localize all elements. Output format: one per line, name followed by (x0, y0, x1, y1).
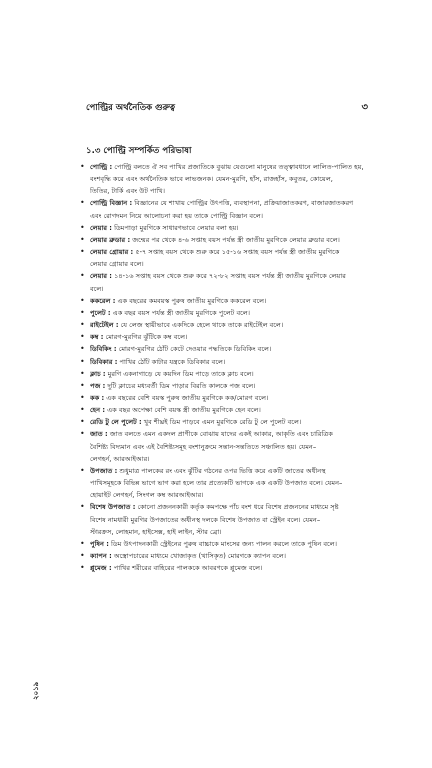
definition-line (90, 526, 380, 538)
bullet-icon: • (80, 222, 85, 232)
definition-text: পাখির ঠোঁট কাটার যন্ত্রকে ডিবিকার বলে। (119, 357, 226, 366)
definition-line (90, 441, 380, 453)
list-item (80, 356, 380, 368)
definition-line (90, 246, 380, 258)
definition-line (90, 453, 380, 465)
term-label: লেয়ার : (90, 272, 112, 281)
list-item (80, 307, 380, 319)
definition-text: লেয়ার গ্রোয়ার বলে। (90, 260, 144, 269)
list-item (80, 416, 380, 428)
definition-text: জন্মের পর থেকে ৪-৬ সপ্তাহ বয়স পর্যন্ত স্ত্রী জাতীয় মুরগিকে লেয়ার ব্রুডার বলে। (132, 235, 340, 244)
bullet-icon: • (80, 247, 85, 257)
side-margin-number: ২০১৯ (32, 681, 40, 700)
definition-line (90, 356, 380, 368)
section-title: ১.৩ পোল্ট্রি সম্পর্কিত পরিভাষা (86, 146, 192, 156)
term-label: পোল্ট্রি : (90, 163, 113, 171)
list-item (80, 222, 380, 234)
term-label: রেডি টু লে পুলেট : (90, 418, 142, 427)
bullet-icon: • (80, 356, 85, 366)
list-item (80, 501, 380, 537)
definition-line (90, 514, 380, 526)
bullet-icon: • (80, 344, 85, 354)
definition-line (90, 185, 380, 197)
list-item (80, 392, 380, 404)
list-item (80, 465, 380, 501)
list-item (80, 428, 380, 464)
definition-line (90, 489, 380, 501)
list-item (80, 404, 380, 416)
term-label: পুলেট : (90, 308, 111, 317)
bullet-icon: • (80, 502, 85, 512)
term-label: লেয়ার ব্রুডার : (90, 235, 131, 244)
definition-line (90, 307, 380, 319)
list-item (80, 295, 380, 307)
definition-line (90, 368, 380, 380)
term-label: পোল্ট্রি বিজ্ঞান : (90, 199, 133, 208)
definition-line (90, 197, 380, 209)
definition-line (90, 550, 380, 562)
list-item (80, 270, 380, 294)
definition-text: তিতির, টার্কি এবং উট পাখি। (90, 187, 165, 196)
bullet-icon: • (80, 234, 85, 244)
definition-line (90, 416, 380, 428)
term-label: পুষিন : (90, 539, 109, 548)
term-label: বিশেষ উপজাত : (90, 503, 136, 512)
definition-text: বিশেষ নামধারী মুরগির উপজাতের অধীনস্থ দলকে বিশেষ উপজাত বা স্ট্রেইন বলে। যেমন– (90, 515, 321, 524)
definition-line (90, 477, 380, 489)
definition-line (90, 465, 380, 477)
definition-text: ১৪-১৬ সপ্তাহ বয়স থেকে শুরু করে ৭২-৮২ সপ্তাহ বয়স পর্যন্ত স্ত্রী জাতীয় মুরগিকে লেয়ার (114, 272, 346, 281)
bullet-icon: • (80, 551, 85, 560)
term-label: পজ : (90, 381, 106, 390)
bullet-icon: • (80, 332, 85, 342)
definition-line (90, 392, 380, 404)
term-label: ক্যাপন : (90, 552, 112, 560)
definition-text: খুব শীঘ্রই ডিম পাড়বে এমন মুরগিকে রেডি টু লে পুলেট বলে। (143, 418, 302, 427)
definition-text: ডিমপাড়া মুরগিকে সাধারণভাবে লেয়ার বলা হয়। (114, 223, 239, 232)
definition-text: বলে। (90, 284, 104, 293)
definition-line (90, 404, 380, 416)
bullet-icon: • (80, 162, 85, 171)
definition-text: যে লেজ স্থায়ীভাবে একদিকে হেলে থাকে তাকে রাইটেইল বলে। (120, 321, 284, 330)
term-label: কম্ব : (90, 333, 104, 342)
term-label: ডিবিকার : (90, 357, 118, 366)
definition-line (90, 343, 380, 355)
term-label: রাইটেইল : (90, 321, 119, 330)
definition-text: পাখিসমূহকে বিভিন্ন ভাগে ভাগ করা হলে তার প্রত্যেকটি ভাগকে এক একটি উপজাত বলে। যেমন– (90, 479, 343, 488)
definition-text: এক বছরের কমবয়স্ক পুরুষ জাতীয় মুরগিকে ককরেল বলে। (117, 296, 267, 305)
bullet-icon: • (80, 320, 85, 330)
term-label: ক্লাচ : (90, 369, 106, 378)
definition-text: অস্ত্রোপচারের মাধ্যমে খোজাকৃত (খাসিকৃত) মোরগকে ক্যাপন বলে। (113, 552, 287, 560)
definition-text: এক বছর অপেক্ষা বেশি বয়স্ক স্ত্রী জাতীয় মুরগিকে হেন বলে। (107, 406, 261, 415)
definition-line (90, 283, 380, 295)
bullet-icon: • (80, 538, 85, 548)
definition-text: এবং রোগদমন নিয়ে আলোচনা করা হয় তাকে পোল্ট্রি বিজ্ঞান বলে। (90, 211, 264, 220)
running-header-title: পোল্ট্রির অর্থনৈতিক গুরুত্ব (86, 103, 176, 113)
list-item (80, 562, 380, 574)
definition-line (90, 319, 380, 331)
list-item (80, 234, 380, 246)
definition-text: জাত বলতে এমন একদল প্রাণীকে বোঝায় যাদের একই আকার, আকৃতি এবং চারিত্রিক (109, 430, 333, 439)
bullet-icon: • (80, 429, 85, 439)
bullet-icon: • (80, 563, 85, 573)
bullet-icon: • (80, 368, 85, 378)
term-label: লেয়ার : (90, 223, 112, 232)
definition-text: মোরগ-মুরগির ঝুঁটিকে কম্ব বলে। (105, 333, 188, 342)
list-item (80, 538, 380, 550)
term-label: ককরেল : (90, 296, 116, 305)
list-item (80, 368, 380, 380)
list-item (80, 550, 380, 562)
bullet-icon: • (80, 417, 85, 427)
definition-line (90, 210, 380, 222)
list-item (80, 380, 380, 392)
bullet-icon: • (80, 405, 85, 415)
definition-line (90, 501, 380, 513)
running-header (86, 101, 368, 115)
term-label: ডিবিকিং : (90, 345, 117, 354)
bullet-icon: • (80, 295, 85, 305)
definition-text: কোনো প্রজননকারী কর্তৃক কমপক্ষে পাঁচ বংশ ধরে বিশেষ প্রজননের মাধ্যমে সৃষ্ট (137, 503, 339, 512)
term-label: লেয়ার গ্রোয়ার : (90, 248, 134, 257)
definition-line (90, 562, 380, 574)
bullet-icon: • (80, 271, 85, 281)
definition-text: মোরগ-মুরগির ঠোঁট কেটে দেওয়ার পদ্ধতিকে ডিবিকিং বলে। (118, 345, 272, 354)
term-label: হেন : (90, 406, 106, 415)
definition-line (90, 222, 380, 234)
definition-line (90, 331, 380, 343)
term-label: প্লুমেজ : (90, 564, 112, 573)
definition-text: হোয়াইট লেগহর্ন, সিংগল কম্ব আরআইআর। (90, 491, 204, 500)
list-item (80, 343, 380, 355)
bullet-icon: • (80, 380, 85, 390)
definition-line (90, 270, 380, 282)
list-item (80, 197, 380, 221)
definition-text: বৈশিষ্ট্য বিদ্যমান এবং এই বৈশিষ্ট্যসমূহ বংশানুক্রমে সন্তান-সন্ততিতে সঞ্চালিত হয়। যেমন– (90, 442, 317, 451)
bullet-icon: • (80, 198, 85, 208)
term-label: কক : (90, 393, 105, 402)
definition-text: দুটি ক্লাচের মধ্যবর্তী ডিম পাড়ার বিরতি কালকে পজ বলে। (107, 381, 256, 390)
definition-text: পোল্ট্রি বলতে ঐ সব পাখির প্রজাতিকে বুঝায় যেগুলো মানুষের তত্ত্বাবধানে লালিত-পালিত হয়, (114, 163, 364, 171)
bullet-icon: • (80, 465, 85, 475)
definition-line (90, 173, 380, 185)
terminology-list (80, 161, 380, 574)
definition-line (90, 161, 380, 173)
definition-text: বংশবৃদ্ধি করে এবং অর্থনৈতিক ভাবে লাভজনক। যেমন-মুরগি, হাঁস, রাজহাঁস, কবুতর, কোয়েল, (90, 175, 333, 184)
definition-line (90, 234, 380, 246)
term-label: জাত : (90, 430, 108, 439)
term-label: উপজাত : (90, 466, 118, 475)
definition-line (90, 428, 380, 440)
definition-text: পাখির শরীরের বাহিরের পালককে আবরণকে প্লুমেজ বলে। (113, 564, 263, 573)
bullet-icon: • (80, 392, 85, 402)
definition-line (90, 538, 380, 550)
definition-text: বিজ্ঞানের যে শাখায় পোল্ট্রির উৎপত্তি, ব্যবস্থাপনা, প্রক্রিয়াজাতকরণ, বাজারজাতকরণ (134, 199, 354, 208)
list-item (80, 331, 380, 343)
definition-text: মুরগি একনাগাড়ে যে কয়দিন ডিম পাড়ে তাকে ক্লাচ বলে। (107, 369, 254, 378)
definition-line (90, 295, 380, 307)
definition-line (90, 380, 380, 392)
definition-text: স্টারক্রস, লোহমান, হাইসেক্স, হাই লাইন, স্টার ব্রো। (90, 527, 222, 536)
definition-text: এক বছর বয়স পর্যন্ত স্ত্রী জাতীয় মুরগিকে পুলেট বলে। (112, 308, 251, 317)
definition-text: শুধুমাত্র পালকের রং এবং ঝুঁটির গঠনের ওপর ভিত্তি করে একটি জাতের অধীনস্থ (119, 466, 326, 475)
page-number: ৩ (361, 102, 368, 113)
bullet-icon: • (80, 307, 85, 317)
definition-text: এক বছরের বেশি বয়স্ক পুরুষ জাতীয় মুরগিকে কক/মোরগ বলে। (106, 393, 269, 402)
list-item (80, 161, 380, 197)
definition-text: ৫-৭ সপ্তাহ বয়স থেকে শুরু করে ১৫-১৬ সপ্তাহ বয়স পর্যন্ত স্ত্রী জাতীয় মুরগিকে (135, 248, 340, 257)
list-item (80, 246, 380, 270)
definition-line (90, 258, 380, 270)
list-item (80, 319, 380, 331)
definition-text: লেগহর্ন, আরআইআর। (90, 454, 150, 463)
definition-text: ডিম উৎপাদনকারী স্ট্রেইনের পুরুষ বাচ্চাকে মাংসের জন্য পালন করলে তাকে পুষিন বলে। (110, 539, 337, 548)
